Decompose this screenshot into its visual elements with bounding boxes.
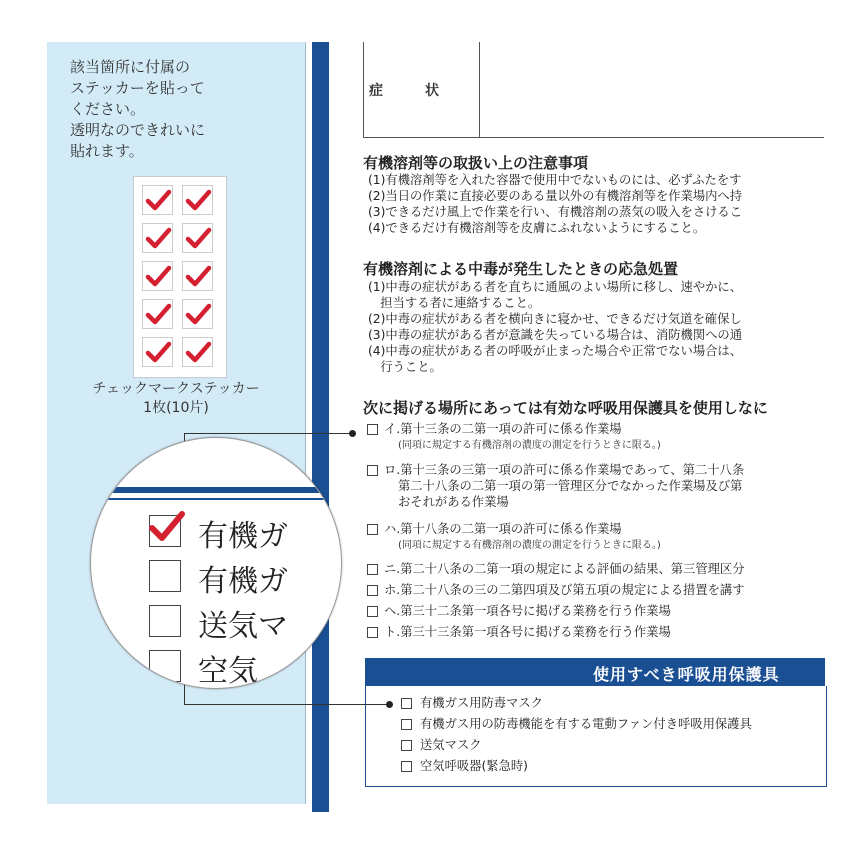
- emergency-heading: 有機溶剤による中毒が発生したときの応急処置: [363, 260, 679, 278]
- callout-line-upper: [184, 433, 352, 434]
- lens-row-text: 空気: [198, 654, 258, 689]
- checkbox-i[interactable]: [367, 424, 378, 435]
- emergency-item: (3)中毒の症状がある者が意識を失っている場合は、消防機関への通: [368, 328, 743, 342]
- lens-checkbox: [149, 650, 181, 682]
- check-sticker: [142, 337, 173, 367]
- lens-checkbox: [149, 605, 181, 637]
- check-mark-icon: [185, 226, 213, 252]
- respirator-item: 空気呼吸器(緊急時): [420, 759, 528, 773]
- instruction-line: ください。: [70, 100, 146, 118]
- precaution-item: (3)できるだけ風上で作業を行い、有機溶剤の蒸気の吸入をさけるこ: [368, 205, 743, 219]
- checkbox-scba[interactable]: [401, 761, 412, 772]
- lens-row-text: 有機ガ: [198, 519, 288, 554]
- emergency-item: 行うこと。: [368, 360, 442, 374]
- callout-dot-upper: [349, 430, 356, 437]
- precaution-item: (4)できるだけ有機溶剤等を皮膚にふれないようにすること。: [368, 221, 706, 235]
- check-sticker: [142, 185, 173, 215]
- precaution-item: (2)当日の作業に直接必要のある量以外の有機溶剤等を作業場内へ持: [368, 189, 743, 203]
- respirator-item: 有機ガス用の防毒機能を有する電動ファン付き呼吸用保護具: [420, 717, 752, 731]
- check-sticker: [142, 223, 173, 253]
- sticker-instructions: [70, 57, 290, 162]
- place-ha: ハ.第十八条の二第一項の許可に係る作業場: [384, 522, 622, 536]
- places-heading: 次に掲げる場所にあっては有効な呼吸用保護具を使用しなに: [363, 399, 768, 417]
- check-mark-icon: [145, 264, 173, 290]
- checkbox-ro[interactable]: [367, 465, 378, 476]
- checkbox-he[interactable]: [367, 606, 378, 617]
- place-to: ト.第三十三条第一項各号に掲げる業務を行う作業場: [384, 625, 671, 639]
- check-sticker: [182, 185, 213, 215]
- checkbox-airline-mask[interactable]: [401, 740, 412, 751]
- checkbox-ho[interactable]: [367, 585, 378, 596]
- respirator-header-label: 使用すべき呼吸用保護具: [593, 665, 780, 684]
- lens-checkbox-checked: [149, 515, 181, 547]
- emergency-item: (2)中毒の症状がある者を横向きに寝かせ、できるだけ気道を確保し: [368, 312, 742, 326]
- precautions-heading: 有機溶剤等の取扱い上の注意事項: [363, 154, 589, 172]
- caption-count: 1枚(10片): [143, 400, 209, 416]
- check-mark-icon: [148, 510, 186, 546]
- instruction-line: 貼れます。: [70, 142, 144, 160]
- lens-row-text: 送気マ: [198, 609, 288, 644]
- respirator-item: 送気マスク: [420, 738, 482, 752]
- sticker-caption: [47, 380, 305, 418]
- check-mark-icon: [185, 302, 213, 328]
- caption-title: チェックマークステッカー: [92, 381, 260, 397]
- place-i-note: (同項に規定する有機溶剤の濃度の測定を行うときに限る。): [398, 440, 661, 451]
- instruction-line: 該当箇所に付属の: [70, 58, 191, 76]
- checkbox-powered-respirator[interactable]: [401, 719, 412, 730]
- check-sticker: [142, 261, 173, 291]
- lens-checkbox: [149, 560, 181, 592]
- checkbox-to[interactable]: [367, 627, 378, 638]
- check-sticker: [182, 299, 213, 329]
- lens-row-text: 有機ガ: [198, 564, 288, 599]
- check-sticker: [142, 299, 173, 329]
- checkbox-ni[interactable]: [367, 564, 378, 575]
- check-mark-icon: [145, 188, 173, 214]
- check-sticker: [182, 261, 213, 291]
- check-mark-icon: [145, 302, 173, 328]
- respirator-header: [365, 658, 825, 686]
- check-sticker: [182, 337, 213, 367]
- place-ni: ニ.第二十八条の二第一項の規定による評価の結果、第三管理区分: [384, 562, 745, 576]
- place-ha-note: (同項に規定する有機溶剤の濃度の測定を行うときに限る。): [398, 540, 661, 551]
- check-mark-icon: [145, 226, 173, 252]
- place-i: イ.第十三条の二第一項の許可に係る作業場: [384, 422, 622, 436]
- check-mark-icon: [145, 340, 173, 366]
- table-divider: [479, 42, 480, 137]
- emergency-item: 担当する者に連絡すること。: [368, 296, 541, 310]
- check-sticker-sheet: [133, 176, 227, 378]
- respirator-item: 有機ガス用防毒マスク: [420, 696, 543, 710]
- check-mark-icon: [185, 264, 213, 290]
- place-ro-cont: 第二十八条の二第一項の第一管理区分でなかった作業場及び第: [398, 479, 743, 493]
- checkbox-organic-gas-mask[interactable]: [401, 698, 412, 709]
- check-mark-icon: [185, 188, 213, 214]
- precaution-item: (1)有機溶剤等を入れた容器で使用中でないものには、必ずふたをす: [368, 173, 742, 187]
- place-ro: ロ.第十三条の三第一項の許可に係る作業場であって、第二十八条: [384, 463, 745, 477]
- place-he: ヘ.第三十二条第一項各号に掲げる業務を行う作業場: [384, 604, 671, 618]
- callout-dot-lower: [386, 701, 393, 708]
- symptom-label: 症 状: [369, 83, 453, 99]
- document-edge-bar: [312, 42, 329, 812]
- magnifier-lens: [90, 437, 342, 689]
- emergency-item: (1)中毒の症状がある者を直ちに通風のよい場所に移し、速やかに、: [368, 280, 743, 294]
- callout-line-lower: [184, 704, 388, 705]
- instruction-line: 透明なのできれいに: [70, 121, 206, 139]
- emergency-item: (4)中毒の症状がある者の呼吸が止まった場合や正常でない場合は、: [368, 344, 743, 358]
- instruction-line: ステッカーを貼って: [70, 79, 205, 97]
- place-ho: ホ.第二十八条の三の二第四項及び第五項の規定による措置を講す: [384, 583, 745, 597]
- check-sticker: [182, 223, 213, 253]
- lens-header-line: [91, 498, 341, 500]
- lens-header-stripe: [91, 487, 341, 493]
- checkbox-ha[interactable]: [367, 524, 378, 535]
- place-ro-cont: おそれがある作業場: [398, 495, 509, 509]
- check-mark-icon: [185, 340, 213, 366]
